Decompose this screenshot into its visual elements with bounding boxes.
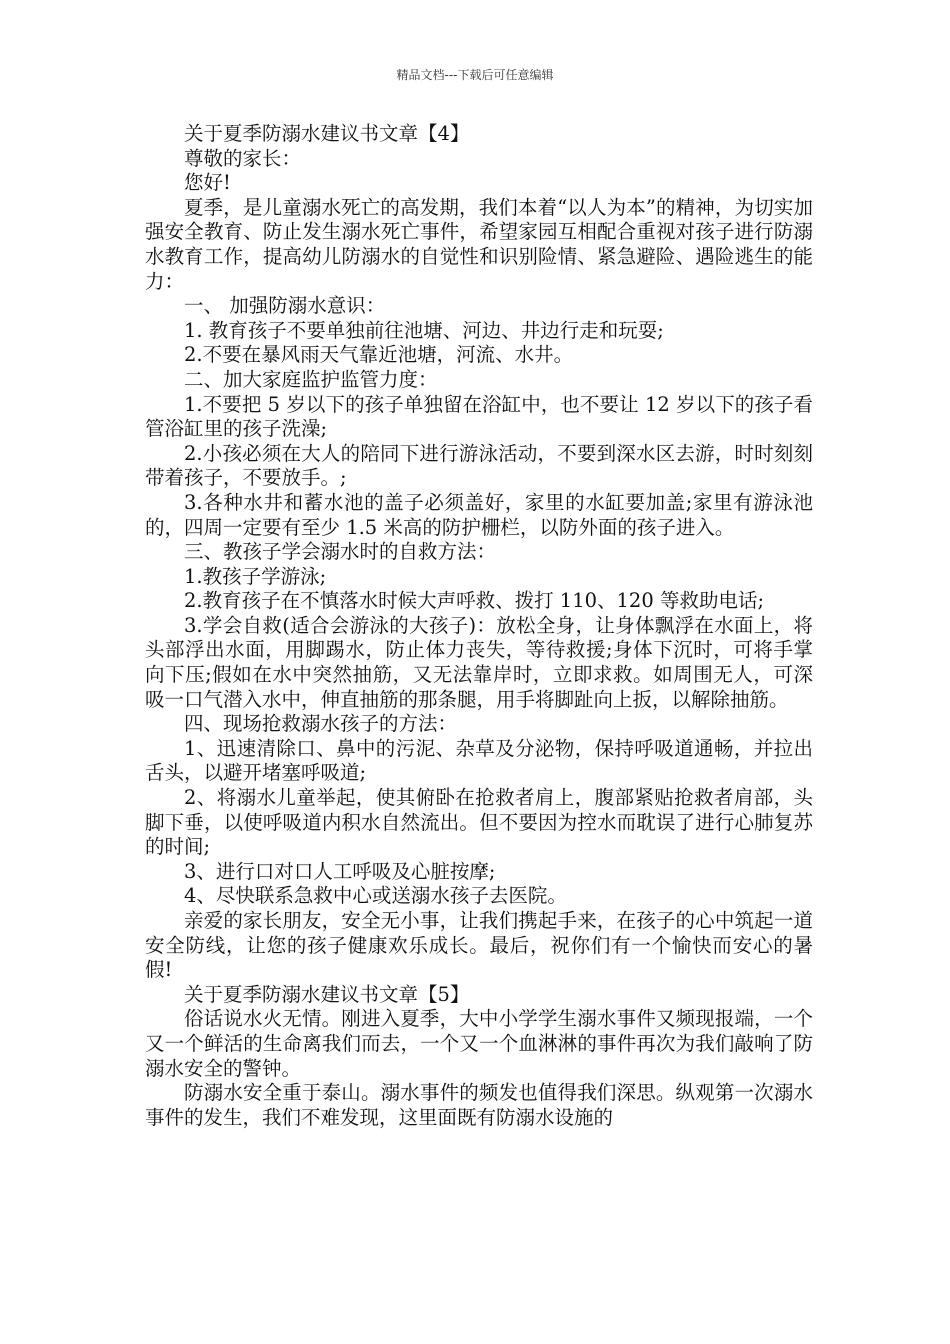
paragraph: 防溺水安全重于泰山。溺水事件的频发也值得我们深思。纵观第一次溺水事件的发生，我们不难发现，这里面既有防溺水设施的 [145, 1081, 813, 1129]
list-item: 1、迅速清除口、鼻中的污泥、杂草及分泌物，保持呼吸道通畅，并拉出舌头，以避开堵塞呼吸道; [145, 736, 813, 785]
list-item: 2、将溺水儿童举起，使其俯卧在抢救者肩上，腹部紧贴抢救者肩部，头脚下垂，以使呼吸道内积水自然流出。但不要因为控水而耽误了进行心肺复苏的时间; [145, 786, 813, 859]
list-item: 1.不要把 5 岁以下的孩子单独留在浴缸中，也不要让 12 岁以下的孩子看管浴缸里的孩子洗澡; [145, 392, 813, 441]
document-body [145, 122, 813, 1130]
paragraph-closing: 亲爱的家长朋友，安全无小事，让我们携起手来，在孩子的心中筑起一道安全防线，让您的孩子健康欢乐成长。最后，祝你们有一个愉快而安心的暑假! [145, 909, 813, 982]
section-heading-1: 一、 加强防溺水意识： [184, 294, 386, 318]
list-item: 1. 教育孩子不要单独前往池塘、河边、井边行走和玩耍; [184, 318, 664, 342]
salutation: 尊敬的家长： [184, 146, 302, 170]
section-heading-3: 三、教孩子学会溺水时的自救方法： [184, 540, 497, 564]
list-item: 2.不要在暴风雨天气靠近池塘，河流、水井。 [184, 343, 574, 367]
list-item: 2.小孩必须在大人的陪同下进行游泳活动，不要到深水区去游，时时刻刻带着孩子，不要放手。; [145, 441, 813, 490]
list-item: 3、进行口对口人工呼吸及心脏按摩; [184, 859, 496, 883]
list-item: 2.教育孩子在不慎落水时候大声呼救、拨打 110、120 等救助电话; [184, 589, 765, 613]
list-item: 3.各种水井和蓄水池的盖子必须盖好，家里的水缸要加盖;家里有游泳池的，四周一定要有至少 1.5 米高的防护栅栏，以防外面的孩子进入。 [145, 490, 813, 539]
paragraph-intro: 夏季，是儿童溺水死亡的高发期，我们本着“以人为本”的精神，为切实加强安全教育、防止发生溺水死亡事件，希望家园互相配合重视对孩子进行防溺水教育工作，提高幼儿防溺水的自觉性和识别险情、紧急避险、遇险逃生的能力： [145, 195, 813, 293]
page-header: 精品文档---下载后可任意编辑 [396, 68, 554, 82]
list-item: 1.教孩子学游泳; [184, 564, 327, 588]
article-title-5: 关于夏季防溺水建议书文章【5】 [184, 982, 470, 1006]
list-item: 3.学会自救(适合会游泳的大孩子)：放松全身，让身体飘浮在水面上，将头部浮出水面，用脚踢水，防止体力丧失，等待救援;身体下沉时，可将手掌向下压;假如在水中突然抽筋，又无法靠岸时，立即求救。如周围无人，可深吸一口气潜入水中，伸直抽筋的那条腿，用手将脚趾向上扳，以解除抽筋。 [145, 613, 813, 711]
section-heading-4: 四、现场抢救溺水孩子的方法： [184, 712, 458, 736]
greeting: 您好! [184, 171, 231, 195]
paragraph: 俗话说水火无情。刚进入夏季，大中小学学生溺水事件又频现报端，一个又一个鲜活的生命离我们而去，一个又一个血淋淋的事件再次为我们敲响了防溺水安全的警钟。 [145, 1007, 813, 1080]
article-title-4: 关于夏季防溺水建议书文章【4】 [184, 122, 470, 145]
section-heading-2: 二、加大家庭监护监管力度： [184, 367, 438, 391]
list-item: 4、尽快联系急救中心或送溺水孩子去医院。 [184, 884, 567, 908]
